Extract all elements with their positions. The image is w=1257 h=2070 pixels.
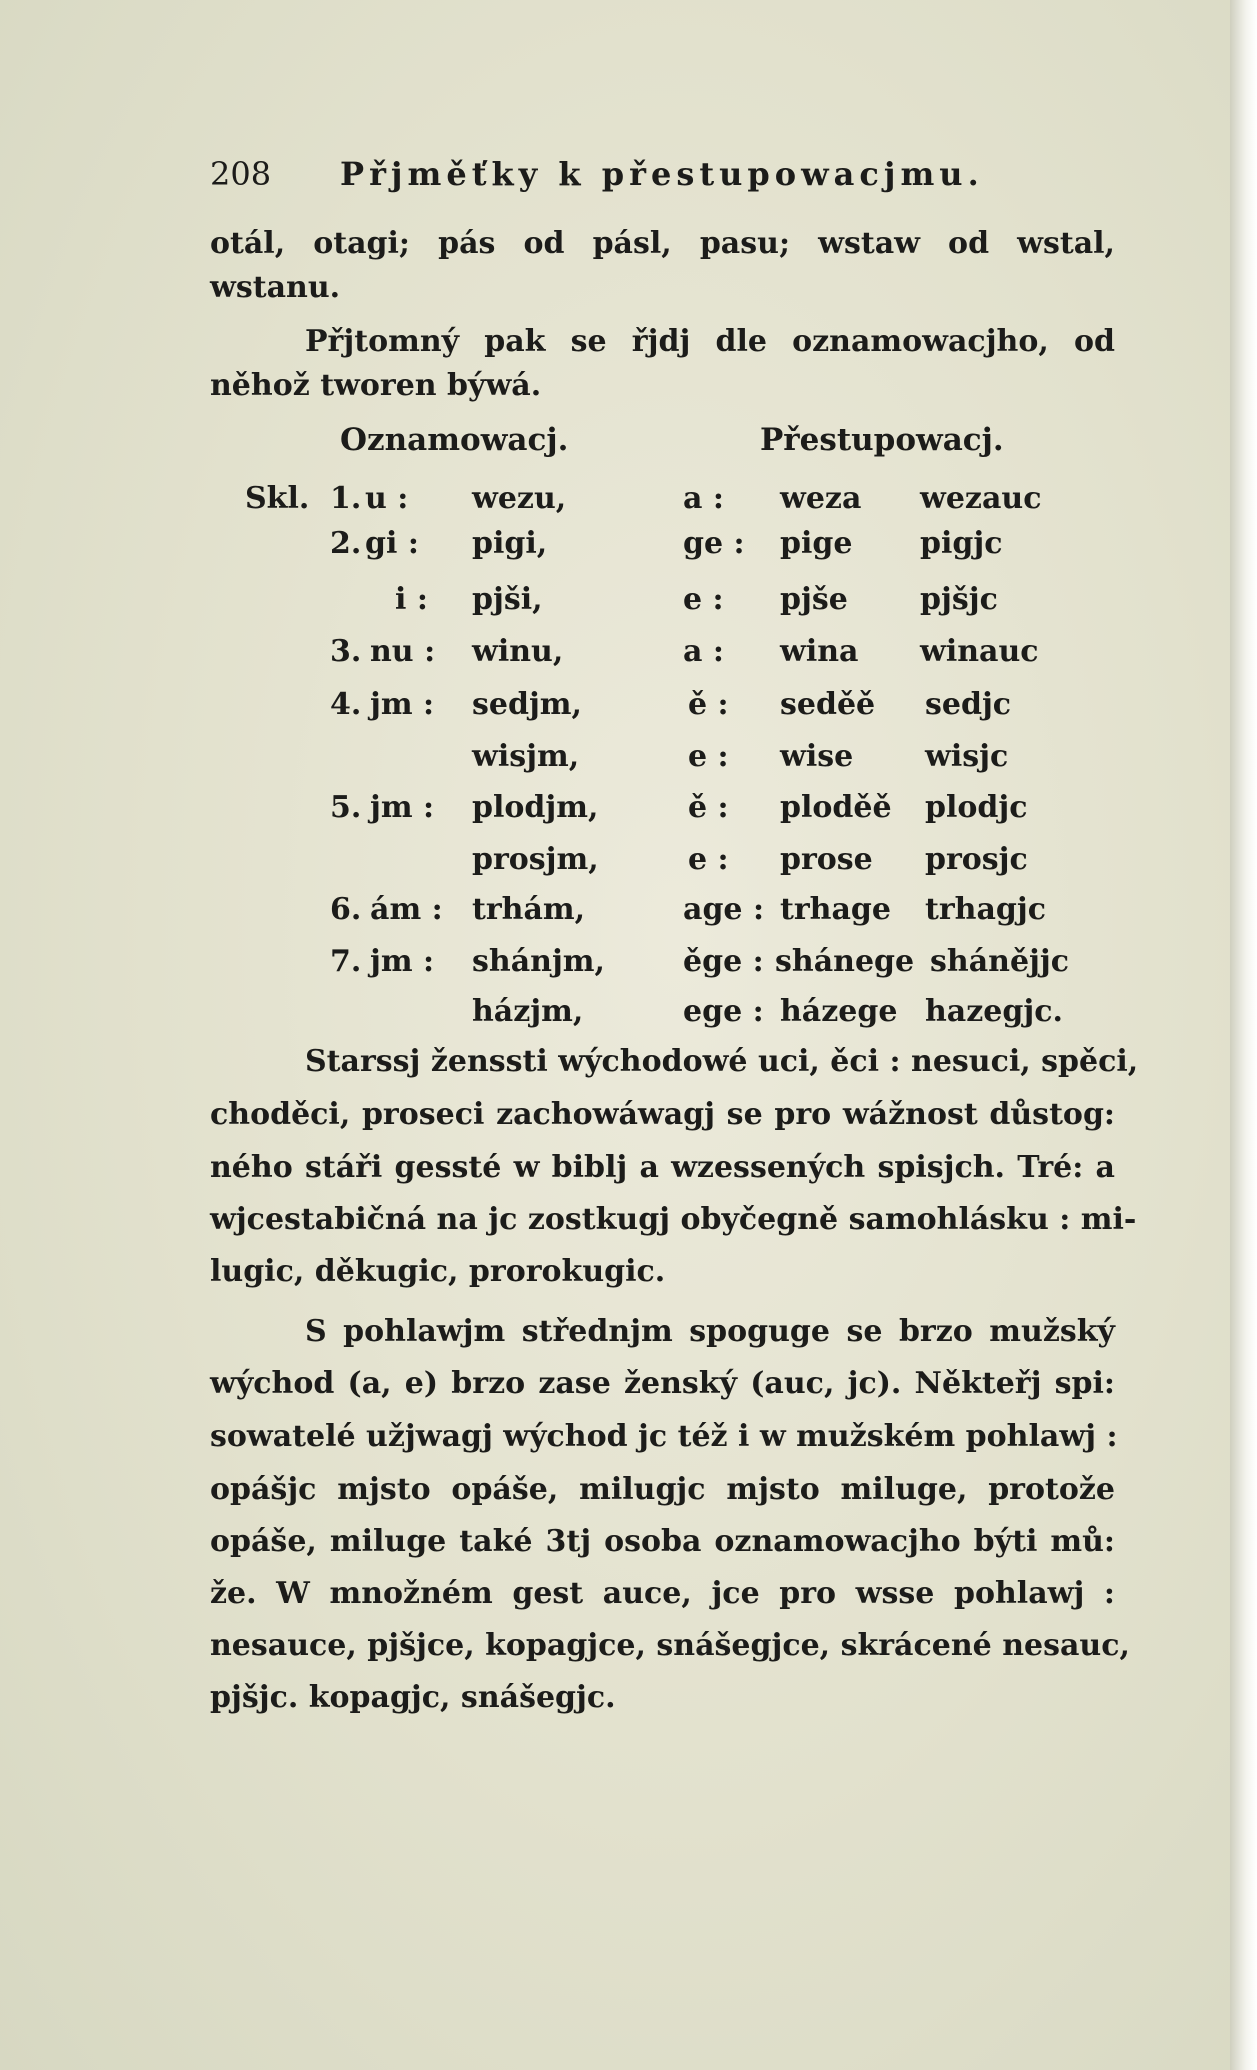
transgressive-ending: age : xyxy=(683,892,765,927)
text-line: nesauce, pjšjce, kopagjce, snášegjce, skrácené nesauc, xyxy=(210,1628,1130,1663)
ending: gi : xyxy=(365,526,419,561)
ending: jm : xyxy=(370,687,435,722)
text-line: pjšjc. kopagjc, snášegjc. xyxy=(210,1680,616,1715)
running-title: Přjměťky k přestupowacjmu. xyxy=(340,155,984,193)
transgressive-form-long: pjšjc xyxy=(920,582,998,617)
text-line: opášjc mjsto opáše, milugjc mjsto miluge, protože xyxy=(210,1472,1115,1507)
transgressive-form: pige xyxy=(780,526,853,561)
transgressive-ending: ge : xyxy=(683,526,745,561)
row-number: 3. xyxy=(330,634,362,669)
text-line: S pohlawjm střednjm spoguge se brzo mužský xyxy=(305,1314,1115,1349)
indicative-form: trhám, xyxy=(472,892,586,927)
transgressive-form: wise xyxy=(780,739,854,774)
row-number: 5. xyxy=(330,790,362,825)
transgressive-form-long: winauc xyxy=(920,634,1039,669)
transgressive-ending: e : xyxy=(683,582,724,617)
class-label: Skl. xyxy=(245,481,310,516)
indicative-form: shánjm, xyxy=(472,944,605,979)
transgressive-form-long: wisjc xyxy=(925,739,1009,774)
column-header-transgressive: Přestupowacj. xyxy=(760,422,1004,458)
indicative-form: prosjm, xyxy=(472,842,599,877)
text-line: Starssj ženssti wýchodowé uci, ěci : nesuci, spěci, xyxy=(305,1044,1139,1079)
ending: ám : xyxy=(370,892,443,927)
transgressive-ending: ě : xyxy=(688,687,729,722)
transgressive-form: házege xyxy=(780,994,898,1029)
text-line: Přjtomný pak se řjdj dle oznamowacjho, od xyxy=(305,324,1115,359)
page-header xyxy=(210,155,1110,195)
transgressive-form: seděě xyxy=(780,687,876,722)
page-edge xyxy=(1230,0,1257,2070)
transgressive-ending: ě : xyxy=(688,790,729,825)
text-line: něhož tworen býwá. xyxy=(210,368,542,403)
text-line: wstanu. xyxy=(210,270,341,305)
transgressive-form-long: wezauc xyxy=(920,481,1042,516)
transgressive-form: weza xyxy=(780,481,862,516)
ending: jm : xyxy=(370,790,435,825)
row-number: 1. xyxy=(330,481,362,516)
indicative-form: házjm, xyxy=(472,994,584,1029)
transgressive-form-long: plodjc xyxy=(925,790,1028,825)
transgressive-form-long: shánějjc xyxy=(930,944,1070,979)
indicative-form: winu, xyxy=(472,634,564,669)
transgressive-form-long: hazegjc. xyxy=(925,994,1063,1029)
transgressive-form-long: trhagjc xyxy=(925,892,1047,927)
text-line: opáše, miluge také 3tj osoba oznamowacjho býti mů: xyxy=(210,1524,1115,1559)
transgressive-form: wina xyxy=(780,634,859,669)
transgressive-form-long: pigjc xyxy=(920,526,1003,561)
text-line: že. W množném gest auce, jce pro wsse pohlawj : xyxy=(210,1576,1115,1611)
transgressive-ending: e : xyxy=(688,739,729,774)
ending: nu : xyxy=(370,634,436,669)
row-number: 6. xyxy=(330,892,362,927)
text-line: ného stáři gessté w biblj a wzessených spisjch. Tré: a xyxy=(210,1150,1115,1185)
text-line: wjcestabičná na jc zostkugj obyčegně samohlásku : mi- xyxy=(210,1202,1137,1237)
text-line: choděci, proseci zachowáwagj se pro wážnost důstog: xyxy=(210,1097,1115,1132)
indicative-form: sedjm, xyxy=(472,687,582,722)
transgressive-form: shánege xyxy=(775,944,915,979)
row-number: 4. xyxy=(330,687,362,722)
transgressive-form-long: prosjc xyxy=(925,842,1028,877)
text-line: wýchod (a, e) brzo zase ženský (auc, jc). Někteřj spi: xyxy=(210,1366,1115,1401)
text-line: lugic, děkugic, prorokugic. xyxy=(210,1254,666,1289)
indicative-form: pjši, xyxy=(472,582,543,617)
indicative-form: wisjm, xyxy=(472,739,580,774)
transgressive-form: ploděě xyxy=(780,790,892,825)
transgressive-form: pjše xyxy=(780,582,848,617)
text-line: sowatelé užjwagj wýchod jc též i w mužském pohlawj : xyxy=(210,1419,1118,1454)
transgressive-ending: a : xyxy=(683,634,724,669)
transgressive-ending: ěge : xyxy=(683,944,764,979)
indicative-form: wezu, xyxy=(472,481,567,516)
row-number: 7. xyxy=(330,944,362,979)
page-number: 208 xyxy=(210,155,272,193)
text-line: otál, otagi; pás od pásl, pasu; wstaw od wstal, xyxy=(210,226,1115,261)
transgressive-form-long: sedjc xyxy=(925,687,1012,722)
row-number: 2. xyxy=(330,526,362,561)
transgressive-ending: ege : xyxy=(683,994,764,1029)
indicative-form: pigi, xyxy=(472,526,548,561)
column-header-indicative: Oznamowacj. xyxy=(340,422,569,458)
transgressive-form: prose xyxy=(780,842,873,877)
ending: i : xyxy=(395,582,428,617)
transgressive-ending: a : xyxy=(683,481,724,516)
ending: jm : xyxy=(370,944,435,979)
indicative-form: plodjm, xyxy=(472,790,599,825)
ending: u : xyxy=(365,481,409,516)
transgressive-ending: e : xyxy=(688,842,729,877)
transgressive-form: trhage xyxy=(780,892,891,927)
